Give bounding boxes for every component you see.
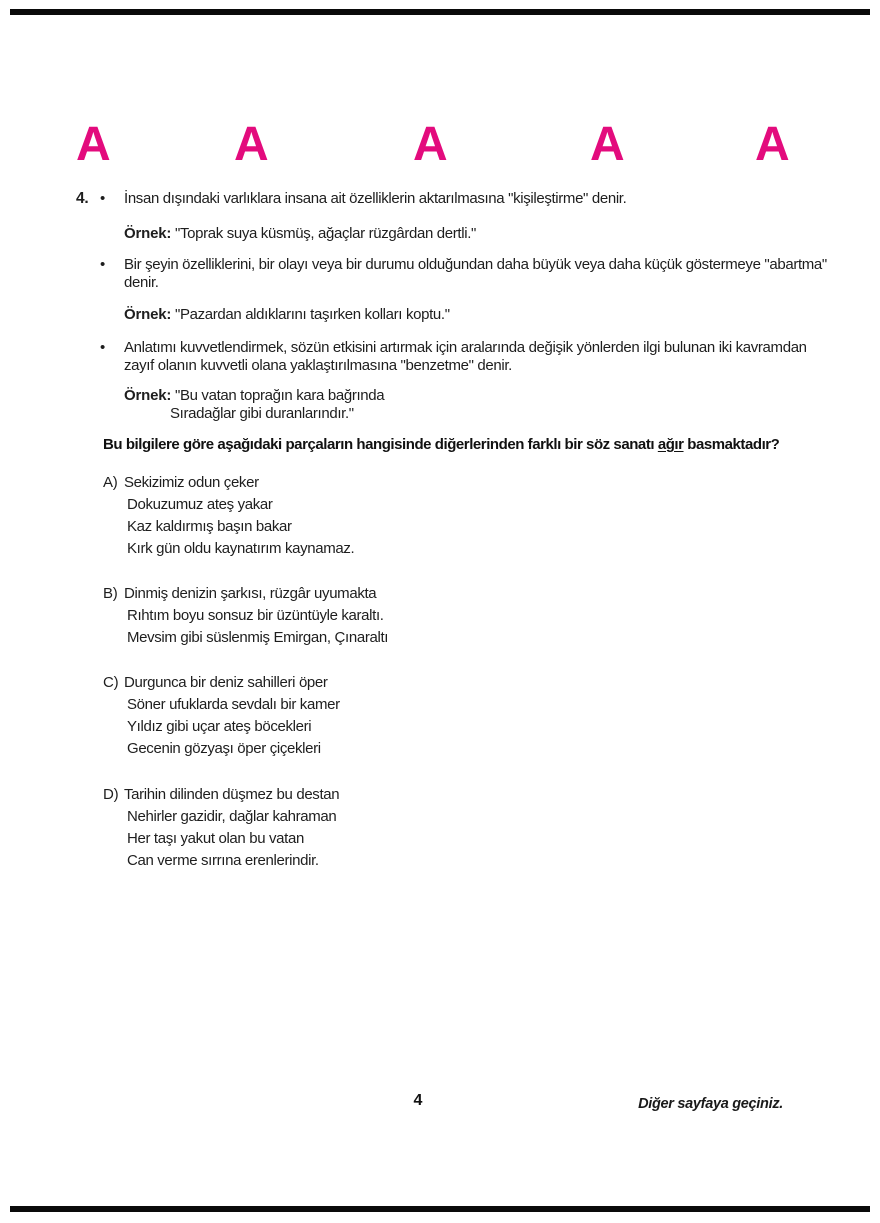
poem-line: Mevsim gibi süslenmiş Emirgan, Çınaraltı [127, 629, 389, 646]
option-label: B) [103, 585, 118, 602]
bullet-text-line: zayıf olanın kuvvetli olana yaklaştırılmasına "benzetme" denir. [124, 357, 512, 374]
example-text: "Pazardan aldıklarını taşırken kolları koptu." [174, 306, 450, 323]
poem-line: Dinmiş denizin şarkısı, rüzgâr uyumakta [124, 585, 377, 602]
booklet-letter: A [76, 118, 111, 171]
poem-line: Yıldız gibi uçar ateş böcekleri [127, 718, 312, 735]
poem-line: Nehirler gazidir, dağlar kahraman [127, 808, 337, 825]
example-text: "Toprak suya küsmüş, ağaçlar rüzgârdan dertli." [174, 225, 476, 242]
example-line [124, 306, 450, 324]
option-label: C) [103, 674, 119, 691]
booklet-letter: A [234, 118, 269, 171]
option-D [103, 784, 339, 872]
bullet-icon: • [100, 256, 105, 273]
bullet-icon: • [100, 190, 105, 207]
example-block [124, 306, 450, 324]
stem-text: Bu bilgilere göre aşağıdaki parçaların hangisinde diğerlerinden farklı bir söz sanatı [103, 436, 658, 453]
example-line [124, 225, 476, 243]
poem-line: Tarihin dilinden düşmez bu destan [124, 786, 340, 803]
option-label: D) [103, 786, 119, 803]
poem-line: Söner ufuklarda sevdalı bir kamer [127, 696, 340, 713]
example-label: Örnek: [124, 387, 172, 404]
option-label: A) [103, 474, 118, 491]
example-text: "Bu vatan toprağın kara bağrında [174, 387, 385, 404]
top-edge-bar [10, 9, 870, 15]
poem-line: Rıhtım boyu sonsuz bir üzüntüyle karaltı. [127, 607, 384, 624]
question-stem [103, 436, 779, 454]
bullet-paragraph [100, 256, 827, 292]
stem-text: basmaktadır? [683, 436, 780, 453]
page-number: 4 [413, 1092, 423, 1109]
poem-line: Kırk gün oldu kaynatırım kaynamaz. [127, 540, 355, 557]
question-number: 4. [76, 190, 89, 207]
option-C [103, 672, 340, 760]
bullet-text-line: denir. [124, 274, 159, 291]
bullet-paragraph [100, 190, 627, 208]
option-A [103, 472, 354, 560]
example-block [124, 387, 384, 423]
example-label: Örnek: [124, 225, 172, 242]
poem-line: Kaz kaldırmış başın bakar [127, 518, 292, 535]
poem-line: Can verme sırrına erenlerindir. [127, 852, 319, 869]
bullet-text-line: Anlatımı kuvvetlendirmek, sözün etkisini artırmak için aralarında değişik yönlerden ilgi bulunan iki kavramdan [124, 339, 807, 356]
poem-line: Her taşı yakut olan bu vatan [127, 830, 304, 847]
continue-note: Diğer sayfaya geçiniz. [638, 1096, 783, 1112]
example-label: Örnek: [124, 306, 172, 323]
booklet-letter: A [755, 118, 790, 171]
bullet-paragraph [100, 339, 807, 375]
poem-line: Dokuzumuz ateş yakar [127, 496, 273, 513]
bullet-text-line: Bir şeyin özelliklerini, bir olayı veya bir durumu olduğundan daha büyük veya daha küçük göstermeye "abartma" [124, 256, 827, 273]
example-line: Sıradağlar gibi duranlarındır." [170, 405, 354, 422]
bottom-edge-bar [10, 1206, 870, 1212]
example-line [124, 387, 384, 405]
option-B [103, 583, 388, 649]
bullet-text-line: İnsan dışındaki varlıklara insana ait özelliklerin aktarılmasına "kişileştirme" denir. [124, 190, 627, 207]
booklet-letter: A [590, 118, 625, 171]
poem-line: Durgunca bir deniz sahilleri öper [124, 674, 328, 691]
example-block [124, 225, 476, 243]
bullet-icon: • [100, 339, 105, 356]
poem-line: Sekizimiz odun çeker [124, 474, 259, 491]
stem-underlined-word: ağır [657, 436, 684, 453]
poem-line: Gecenin gözyaşı öper çiçekleri [127, 740, 321, 757]
booklet-letter: A [413, 118, 448, 171]
